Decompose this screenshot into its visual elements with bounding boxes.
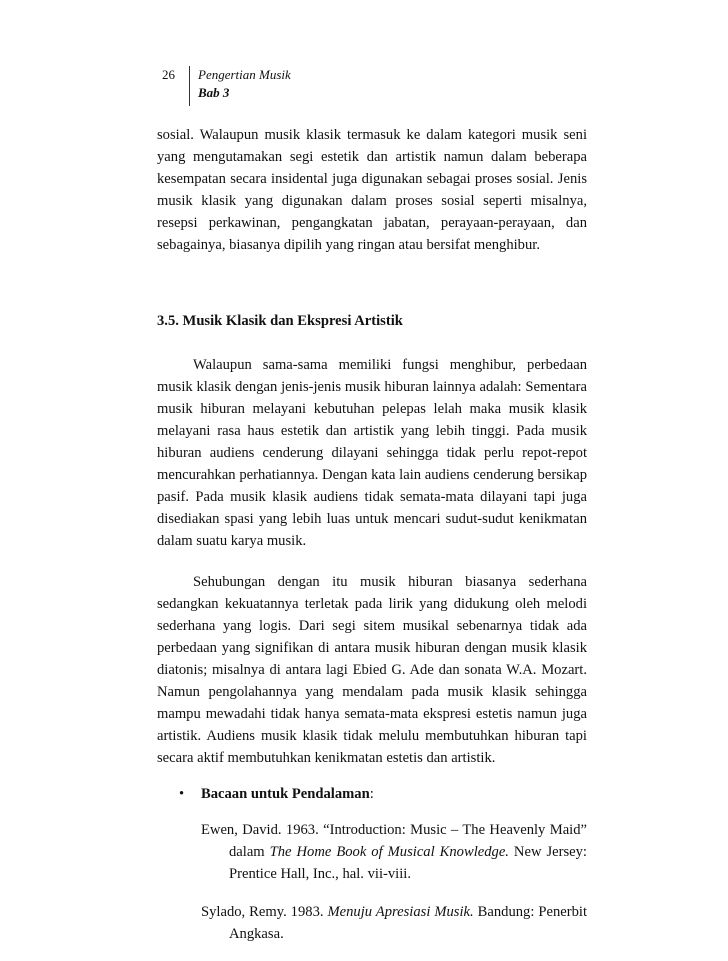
reference-item (201, 901, 587, 945)
header-text (198, 66, 291, 102)
paragraph-continuation: sosial. Walaupun musik klasik termasuk ke dalam kategori musik seni yang mengutamakan segi estetik dan artistik namun dalam beberapa kesempatan secara insidental juga digunakan sebagai proses sosial. Jenis musik klasik yang digunakan dalam proses sosial seperti misalnya, resepsi perkawinan, pengangkatan jabatan, perayaan-perayaan, dan sebagainya, biasanya dipilih yang ringan atau bersifat menghibur. (157, 127, 587, 253)
reference-list (157, 819, 587, 945)
bullet-icon: • (179, 786, 185, 802)
reference-publisher: Bandung: Penerbit Angkasa. (229, 904, 587, 942)
reference-book-title: Menuju Apresiasi Musik. (327, 904, 474, 920)
reference-text: Ewen, David. 1963. “Introduction: Music – The Heavenly Maid” dalam (201, 822, 587, 860)
paragraph-body: Sehubungan dengan itu musik hiburan biasanya sederhana sedangkan kekuatannya terletak pada lirik yang didukung oleh melodi sederhana yang logis. Dari segi sitem musikal sebenarnya tidak ada perbedaan yang signifikan di antara musik hiburan dengan musik klasik diatonis; misalnya di antara lagi Ebied G. Ade dan sonata W.A. Mozart. Namun pengolahannya yang mendalam pada musik klasik sehingga mampu mewadahi tidak hanya semata-mata ekspresi estetis namun juga artistik. Audiens musik klasik tidak melulu membutuhkan hiburan tapi secara aktif membutuhkan kenikmatan estetis dan artistik. (157, 574, 587, 766)
reference-book-title: The Home Book of Musical Knowledge. (269, 844, 509, 860)
header-divider (189, 66, 190, 106)
header-chapter: Bab 3 (198, 85, 230, 100)
reference-publisher: New Jersey: Prentice Hall, Inc., hal. vii-viii. (229, 844, 587, 882)
body-text (157, 124, 587, 961)
paragraph-body: Walaupun sama-sama memiliki fungsi menghibur, perbedaan musik klasik dengan jenis-jenis musik hiburan lainnya adalah: Sementara musik hiburan melayani kebutuhan pelepas lelah maka musik klasik melayani rasa haus estetik dan artistik yang lebih tinggi. Pada musik hiburan audiens cenderung dilayani sehingga tidak perlu repot-repot mencurahkan perhatiannya. Dengan kata lain audiens cenderung bersikap pasif. Pada musik klasik audiens tidak semata-mata dilayani tapi juga disediakan spasi yang lebih luas untuk mencari sudut-sudut kenikmatan dalam suatu karya musik. (157, 357, 587, 549)
header-title: Pengertian Musik (198, 67, 291, 82)
reading-colon: : (369, 786, 374, 802)
reading-list-heading (157, 783, 587, 805)
reading-title: Bacaan untuk Pendalaman (201, 786, 370, 802)
reference-text: Sylado, Remy. 1983. (201, 904, 328, 920)
reference-item (201, 819, 587, 885)
page-number: 26 (162, 67, 175, 82)
section-heading: 3.5. Musik Klasik dan Ekspresi Artistik (157, 313, 403, 329)
